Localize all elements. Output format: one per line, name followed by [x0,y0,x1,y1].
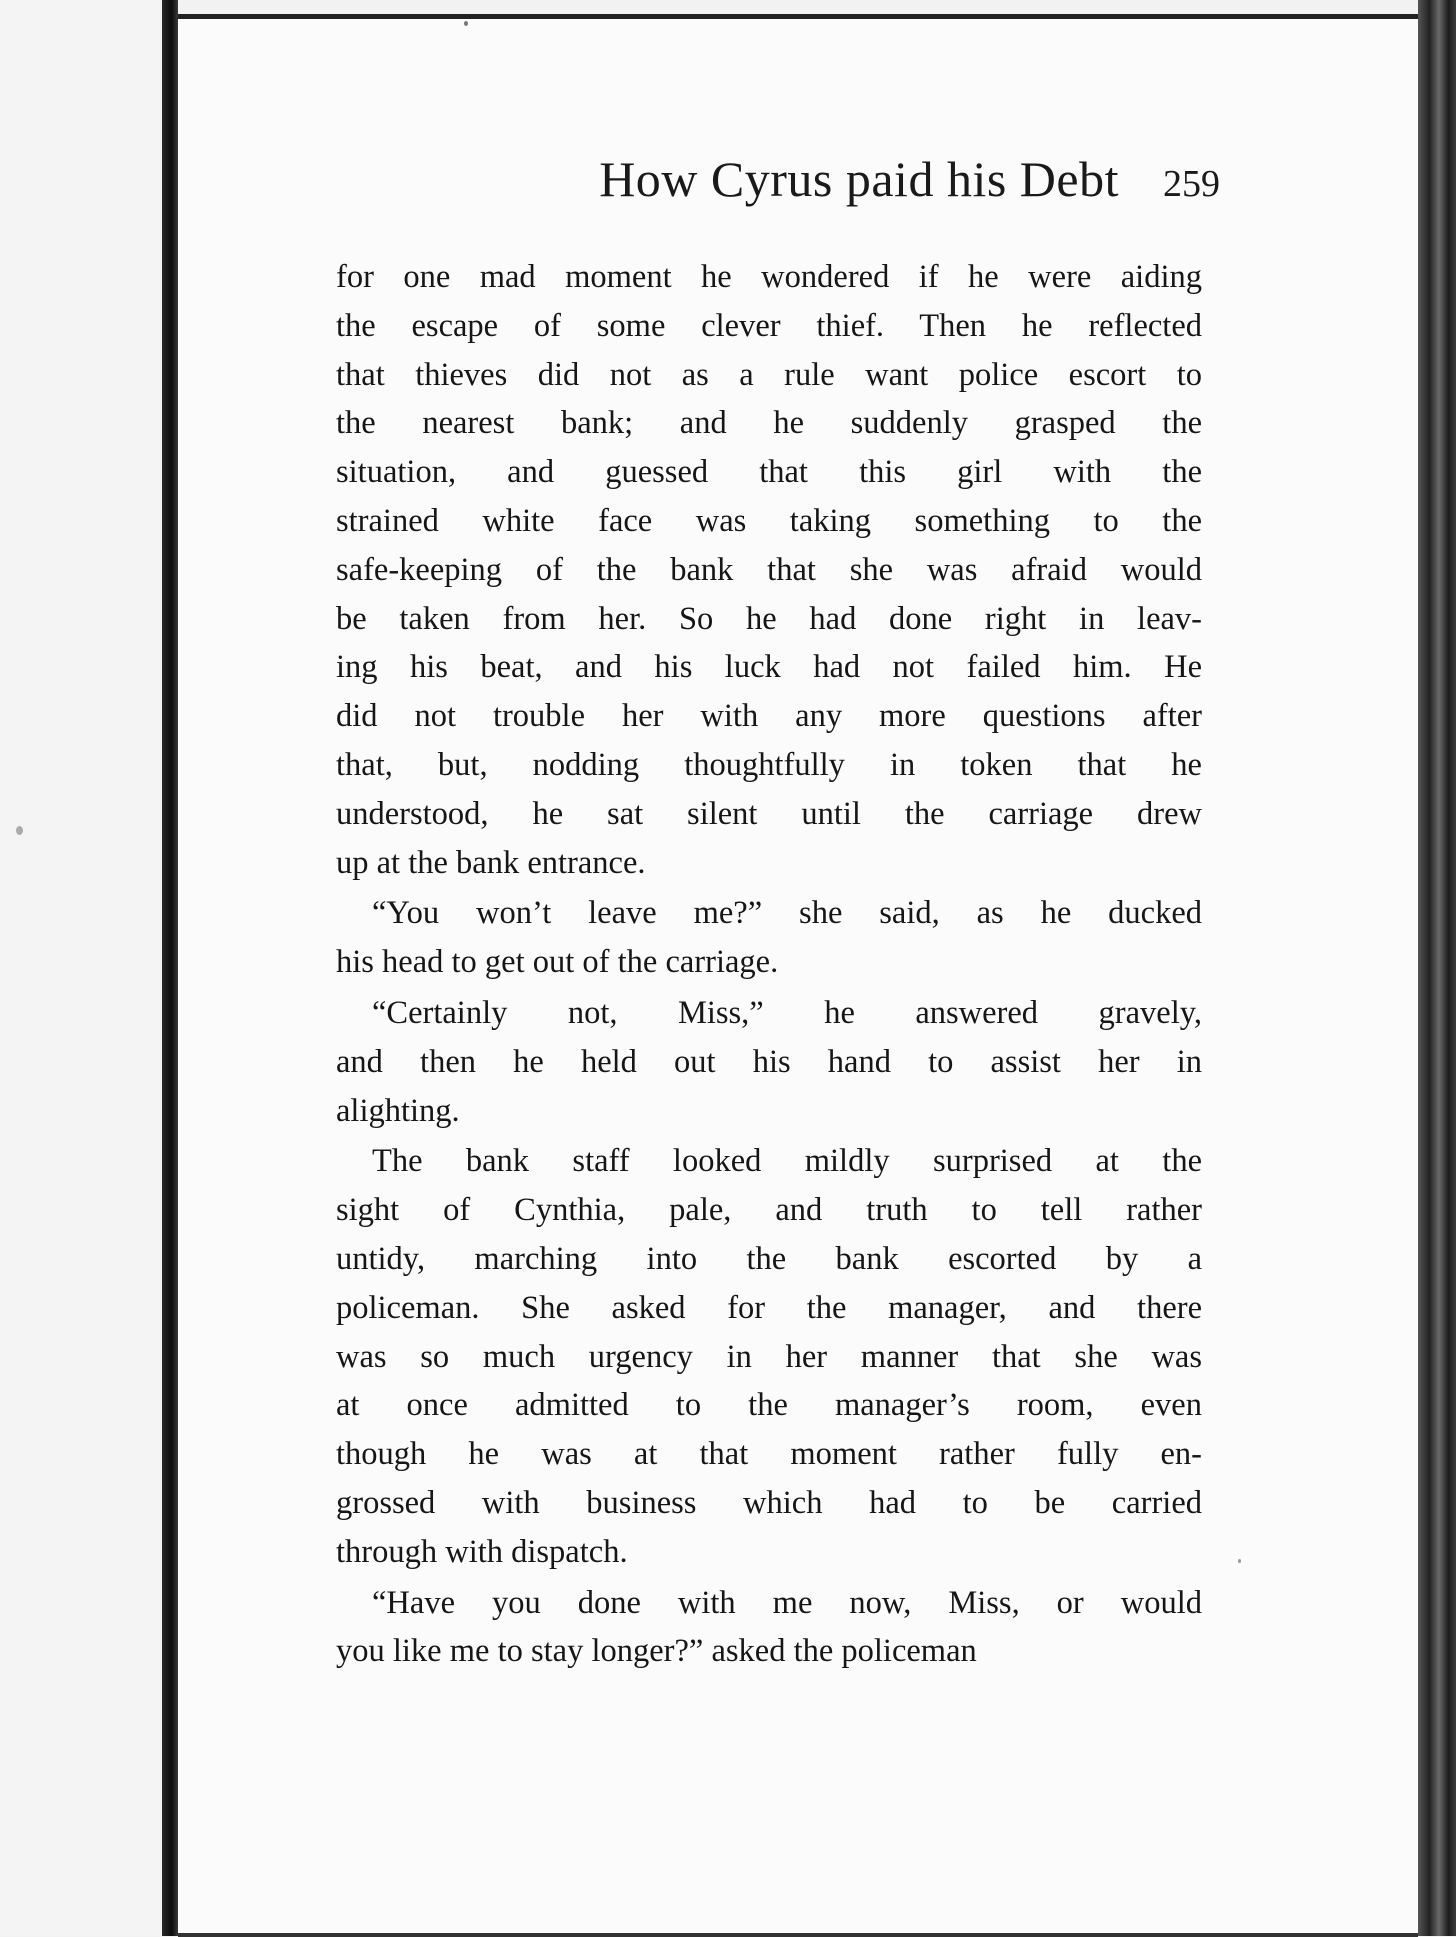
text-line: ing his beat, and his luck had not failed him. He [336,649,1202,686]
text-line: for one mad moment he wondered if he were aiding [336,259,1202,295]
text-line: strained white face was taking something to the [336,502,1202,539]
text-line: did not trouble her with any more questions after [336,698,1202,735]
paragraph [336,253,1202,887]
facing-page-edge [0,0,162,1936]
text-line: was so much urgency in her manner that she was [336,1338,1202,1375]
text-line: his head to get out of the carriage. [336,944,779,981]
page-speck [1238,1559,1241,1563]
text-line: the nearest bank; and he suddenly grasped the [336,405,1202,442]
text-line: be taken from her. So he had done right in leav- [336,600,1202,637]
text-line: alighting. [336,1092,460,1129]
text-line: “Certainly not, Miss,” he answered gravely, [372,994,1202,1031]
book-edge [1418,0,1456,1936]
text-line: policeman. She asked for the manager, and there [336,1289,1202,1326]
text-line: grossed with business which had to be carried [336,1484,1202,1521]
text-line: The bank staff looked mildly surprised at the [372,1143,1202,1180]
text-line: safe-keeping of the bank that she was afraid would [336,551,1202,588]
text-line: through with dispatch. [336,1533,628,1570]
paragraph [336,1579,1202,1677]
paragraph [336,989,1202,1135]
text-line: “You won’t leave me?” she said, as he ducked [372,895,1202,932]
text-line: and then he held out his hand to assist her in [336,1043,1202,1080]
page-speck [464,21,468,26]
text-line: at once admitted to the manager’s room, even [336,1387,1202,1424]
text-line: understood, he sat silent until the carriage drew [336,795,1202,832]
paragraph [336,889,1202,987]
text-line: situation, and guessed that this girl with the [336,454,1202,491]
text-line: though he was at that moment rather fully en- [336,1436,1202,1473]
text-line: sight of Cynthia, pale, and truth to tell rather [336,1192,1202,1229]
text-line: that thieves did not as a rule want police escort to [336,356,1202,393]
page-number: 259 [1163,163,1220,205]
text-line: “Have you done with me now, Miss, or would [372,1584,1202,1621]
text-line: the escape of some clever thief. Then he reflected [336,307,1202,344]
text-line: that, but, nodding thoughtfully in token that he [336,746,1202,783]
page-speck [16,826,23,835]
text-line: untidy, marching into the bank escorted by a [336,1240,1202,1277]
text-line: you like me to stay longer?” asked the policeman [336,1633,977,1670]
running-head [280,150,1220,208]
book-gutter [162,0,178,1936]
text-line: up at the bank entrance. [336,844,646,881]
running-title: How Cyrus paid his Debt [599,151,1119,207]
paragraph [336,1137,1202,1576]
body-text [336,253,1202,1676]
